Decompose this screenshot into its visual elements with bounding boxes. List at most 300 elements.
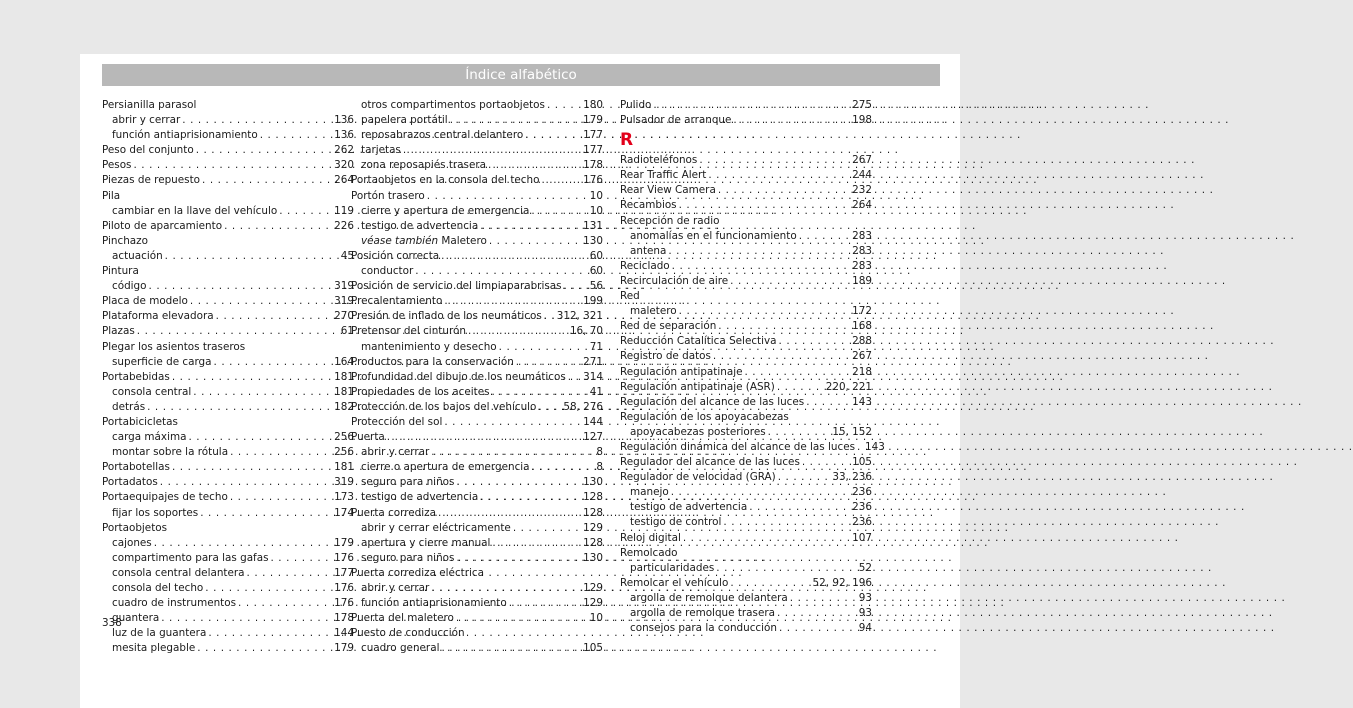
page-reference: 267 [852, 350, 872, 363]
index-subentry [351, 551, 603, 566]
index-entry [620, 531, 872, 546]
index-heading: Red [620, 290, 640, 303]
entry-term: Protección del sol [351, 415, 443, 428]
index-subentry [102, 566, 354, 581]
page-reference: 130 [583, 476, 603, 489]
entry-term: conductor [361, 265, 414, 278]
index-subentry [102, 626, 354, 641]
entry-term: Pretensor del cinturón [351, 325, 466, 338]
page-reference: 60 [589, 265, 603, 278]
dot-leader [564, 279, 588, 294]
entry-term: Productos para la conservación [351, 355, 514, 368]
page-reference: 8 [596, 446, 603, 459]
entry-term: Reciclado [620, 259, 670, 272]
page-reference: 177 [583, 144, 603, 157]
dot-leader [713, 349, 850, 364]
dot-leader [777, 380, 824, 395]
page-reference: 176 [334, 597, 354, 610]
index-entry [351, 415, 603, 430]
index-entry [620, 168, 872, 183]
page-reference: 129 [583, 582, 603, 594]
entry-term: actuación [112, 249, 163, 262]
dot-leader [271, 551, 333, 566]
page-reference: 275 [852, 99, 872, 111]
entry-term: maletero [630, 305, 677, 318]
dot-leader [671, 485, 850, 500]
index-heading: Remolcado [620, 546, 678, 559]
dot-leader [165, 249, 339, 264]
entry-term: Registro de datos [620, 350, 711, 363]
entry-term: Piloto de aparcamiento [102, 219, 223, 232]
page-reference: 8 [596, 461, 603, 474]
index-subentry [351, 581, 603, 596]
index-entry [620, 455, 872, 470]
page-reference: 93 [858, 607, 872, 619]
dot-leader [778, 470, 831, 485]
dot-leader [488, 158, 581, 173]
dot-leader [718, 183, 850, 198]
index-subentry [351, 143, 603, 158]
dot-leader [214, 355, 333, 370]
page-reference: 174 [334, 506, 354, 519]
dot-leader [441, 249, 588, 264]
page-reference: 198 [852, 114, 872, 127]
dot-leader [790, 591, 857, 606]
index-subentry [351, 536, 603, 551]
entry-term: testigo de advertencia [361, 491, 479, 504]
index-entry [620, 259, 872, 274]
index-entry [620, 98, 872, 113]
entry-term [361, 234, 487, 249]
page-reference: 181 [334, 461, 354, 474]
page-reference: 136 [334, 129, 354, 142]
dot-leader [499, 340, 588, 355]
dot-leader [806, 395, 850, 410]
dot-leader [716, 561, 856, 576]
index-subentry [620, 425, 872, 440]
dot-leader [745, 365, 851, 380]
dot-leader [532, 460, 595, 475]
dot-leader [200, 506, 332, 521]
entry-term: abrir y cerrar [361, 446, 430, 459]
page-reference: 129 [583, 521, 603, 534]
dot-leader [718, 319, 850, 334]
index-heading: Puesto de conducción [351, 627, 465, 640]
page-reference: 15, 152 [832, 425, 872, 438]
entry-term-text: Maletero [441, 234, 487, 247]
page-reference: 288 [852, 335, 872, 348]
index-entry [102, 324, 354, 339]
page-reference: 312, 321 [556, 310, 603, 323]
entry-term: consejos para la conducción [630, 622, 777, 635]
dot-leader [708, 168, 850, 183]
index-subentry [102, 204, 354, 219]
index-entry [102, 294, 354, 309]
dot-leader [444, 294, 581, 309]
page-reference: 319 [334, 295, 354, 308]
dot-leader [427, 189, 588, 204]
entry-term: Portón trasero [351, 189, 425, 202]
dot-leader [190, 294, 332, 309]
dot-leader [544, 309, 555, 324]
entry-term: Radioteléfonos [620, 154, 698, 167]
index-entry [620, 395, 872, 410]
index-entry [620, 440, 885, 455]
entry-term: anomalías en el funcionamiento [630, 229, 797, 242]
index-heading: Puerta corrediza eléctrica [351, 566, 484, 579]
index-entry [351, 279, 603, 294]
entry-term: Presión de inflado de los neumáticos [351, 310, 542, 323]
entry-term: función antiaprisionamiento [361, 597, 507, 610]
index-entry [620, 183, 872, 198]
index-entry [620, 113, 872, 128]
index-heading: Pila [102, 189, 121, 202]
entry-term: Reducción Catalítica Selectiva [620, 335, 777, 348]
page-reference: 144 [583, 415, 603, 428]
entry-term: Portabotellas [102, 461, 170, 474]
dot-leader [492, 536, 581, 551]
index-subentry [102, 128, 354, 143]
page-reference: 168 [852, 320, 872, 333]
dot-leader [161, 611, 332, 626]
entry-term: Protección de los bajos del vehículo [351, 400, 537, 413]
index-entry [620, 274, 872, 289]
index-subentry [102, 400, 354, 415]
dot-leader [547, 98, 581, 113]
entry-term: detrás [112, 400, 146, 413]
page-reference: 314 [583, 370, 603, 383]
index-subentry [102, 385, 354, 400]
entry-term: Posición correcta [351, 249, 440, 262]
page-reference: 131 [583, 219, 603, 232]
page-reference: 199 [583, 295, 603, 308]
index-subentry [620, 621, 872, 636]
index-entry [102, 143, 354, 158]
page-reference: 164 [334, 355, 354, 368]
page-reference: 105 [852, 456, 872, 469]
entry-term: fijar los soportes [112, 506, 199, 519]
index-heading: Portaobjetos [102, 521, 168, 534]
entry-term: otros compartimentos portaobjetos [361, 99, 545, 111]
dot-leader [238, 596, 332, 611]
index-subentry [102, 445, 354, 460]
index-entry [351, 611, 603, 626]
dot-leader [196, 143, 332, 158]
page-reference: 52, 92, 196 [812, 576, 872, 589]
entry-term: compartimento para las gafas [112, 551, 269, 564]
dot-leader [679, 304, 851, 319]
index-subentry [620, 606, 872, 621]
index-entry [351, 309, 603, 324]
entry-term: Placa de modelo [102, 295, 188, 308]
index-entry [620, 349, 872, 364]
index-subentry [351, 98, 603, 113]
page-reference: 176 [334, 551, 354, 564]
dot-leader [568, 370, 581, 385]
dot-leader [438, 506, 581, 521]
dot-leader [208, 626, 332, 641]
page-reference: 236 [852, 486, 872, 499]
page-reference: 179 [583, 114, 603, 127]
index-subentry [351, 445, 603, 460]
entry-term: Pulsador de arranque [620, 114, 732, 127]
page-reference: 236 [852, 501, 872, 514]
dot-leader [777, 606, 857, 621]
entry-term: Recambios [620, 199, 677, 212]
page-reference: 267 [852, 154, 872, 167]
entry-term: superficie de carga [112, 355, 212, 368]
dot-leader [147, 400, 332, 415]
index-entry [351, 294, 603, 309]
index-heading: Portabicicletas [102, 415, 178, 428]
index-entry [102, 370, 354, 385]
dot-leader [541, 173, 581, 188]
entry-term: Puerta corrediza [351, 506, 436, 519]
dot-leader [468, 324, 568, 339]
page-reference: 45 [340, 249, 354, 262]
dot-leader [403, 143, 581, 158]
entry-term: abrir y cerrar [361, 582, 430, 594]
dot-leader [133, 158, 332, 173]
index-subentry [351, 204, 603, 219]
entry-term: Pulido [620, 99, 652, 111]
index-subentry [351, 158, 603, 173]
entry-term: Regulación dinámica del alcance de las luces [620, 440, 856, 453]
index-entry [351, 385, 603, 400]
entry-term: montar sobre la rótula [112, 446, 229, 459]
index-entry [351, 249, 603, 264]
dot-leader [531, 204, 587, 219]
entry-term: Remolcar el vehículo [620, 576, 729, 589]
entry-term: Reloj digital [620, 531, 681, 544]
entry-term: seguro para niños [361, 476, 455, 489]
index-subentry [102, 113, 354, 128]
entry-term: mesita plegable [112, 642, 196, 655]
entry-term: Recirculación de aire [620, 274, 729, 287]
dot-leader [160, 475, 332, 490]
entry-term: tarjetas [361, 144, 401, 157]
dot-leader [431, 581, 581, 596]
page-reference: 61 [340, 325, 354, 338]
entry-term: Rear View Camera [620, 184, 716, 197]
index-subentry [351, 596, 603, 611]
page-reference: 218 [852, 365, 872, 378]
index-subentry [102, 249, 354, 264]
dot-leader [182, 113, 332, 128]
entry-term: código [112, 280, 147, 293]
page-reference: 128 [583, 536, 603, 549]
entry-term: cuadro de instrumentos [112, 597, 237, 610]
entry-term: zona reposapiés trasera [361, 159, 486, 172]
page-reference: 180 [583, 99, 603, 111]
entry-term: argolla de remolque delantera [630, 591, 788, 604]
index-subentry [351, 641, 603, 656]
index-subentry [620, 229, 872, 244]
dot-leader [431, 445, 594, 460]
index-column-1 [102, 98, 354, 656]
index-subentry [620, 244, 872, 259]
entry-term: testigo de advertencia [630, 501, 748, 514]
dot-leader [730, 576, 810, 591]
index-subentry [102, 506, 354, 521]
entry-term: Propiedades de los aceites [351, 385, 490, 398]
page-reference: 220, 221 [825, 380, 872, 393]
page-reference: 130 [583, 234, 603, 247]
page-reference: 178 [334, 612, 354, 625]
page-number: 338 [102, 617, 122, 629]
dot-leader [230, 490, 332, 505]
page-reference: 178 [583, 159, 603, 172]
page-reference: 176 [583, 174, 603, 187]
page-reference: 177 [334, 566, 354, 579]
entry-term: testigo de control [630, 516, 722, 529]
index-entry [102, 309, 354, 324]
index-subentry [102, 430, 354, 445]
page-reference: 264 [334, 174, 354, 187]
page-reference: 56 [589, 280, 603, 293]
page-reference: 33, 236 [832, 471, 872, 484]
dot-leader [653, 98, 850, 113]
dot-leader [538, 400, 561, 415]
page-reference: 107 [852, 531, 872, 544]
entry-term: abrir y cerrar [112, 114, 181, 127]
index-subentry [620, 591, 872, 606]
dot-leader [799, 229, 850, 244]
dot-leader [723, 515, 850, 530]
page-reference: 105 [583, 642, 603, 655]
index-subentry [620, 515, 872, 530]
dot-leader [683, 531, 850, 546]
index-subentry [102, 279, 354, 294]
page-reference: 129 [583, 597, 603, 610]
dot-leader [456, 611, 588, 626]
dot-leader [489, 234, 581, 249]
page-reference: 262 [334, 144, 354, 157]
dot-leader [149, 279, 333, 294]
page-reference: 41 [589, 385, 603, 398]
page-reference: 172 [852, 305, 872, 318]
entry-term: cuadro general [361, 642, 440, 655]
page-header: Índice alfabético [102, 64, 940, 86]
page-reference: 93 [858, 591, 872, 604]
index-column-3 [620, 98, 885, 636]
index-entry [351, 324, 603, 339]
page-reference: 16, 70 [569, 325, 603, 338]
page-reference: 10 [589, 204, 603, 217]
index-entry [102, 219, 354, 234]
entry-term: testigo de advertencia [361, 219, 479, 232]
page-reference: 143 [865, 440, 885, 453]
page-reference: 60 [589, 249, 603, 262]
page-reference: 182 [334, 400, 354, 413]
index-entry [102, 475, 354, 490]
page-reference: 236 [852, 516, 872, 529]
index-heading: Pintura [102, 265, 139, 278]
entry-term: Portabebidas [102, 370, 170, 383]
index-subentry [102, 581, 354, 596]
page-reference: 189 [852, 274, 872, 287]
dot-leader [387, 430, 581, 445]
index-subentry [351, 490, 603, 505]
section-letter: R [620, 130, 634, 151]
page-reference: 119 [334, 204, 354, 217]
index-entry [102, 173, 354, 188]
entry-term: apoyacabezas posteriores [630, 425, 766, 438]
dot-leader [172, 370, 332, 385]
dot-leader [202, 173, 332, 188]
index-column-2 [351, 98, 603, 656]
index-subentry [351, 234, 603, 249]
dot-leader [480, 219, 581, 234]
entry-term: abrir y cerrar eléctricamente [361, 521, 511, 534]
index-subentry [102, 536, 354, 551]
index-entry [620, 198, 872, 213]
cross-reference: véase también [361, 234, 439, 247]
dot-leader [802, 455, 850, 470]
index-subentry [102, 596, 354, 611]
entry-term: cambiar en la llave del vehículo [112, 204, 278, 217]
dot-leader [279, 204, 332, 219]
page-reference: 264 [852, 199, 872, 212]
dot-leader [668, 244, 850, 259]
dot-leader [480, 490, 581, 505]
entry-term: particularidades [630, 561, 715, 574]
page-reference: 177 [583, 129, 603, 142]
page-reference: 71 [589, 340, 603, 353]
dot-leader [733, 113, 850, 128]
index-subentry [351, 475, 603, 490]
dot-leader [779, 334, 851, 349]
entry-term: Precalentamiento [351, 295, 443, 308]
entry-term: Posición de servicio del limpiaparabrisas [351, 280, 562, 293]
dot-leader [188, 430, 332, 445]
entry-term: guantera [112, 612, 160, 625]
dot-leader [679, 198, 851, 213]
entry-term: argolla de remolque trasera [630, 607, 775, 619]
index-subentry [351, 264, 603, 279]
index-entry [620, 319, 872, 334]
entry-term: Puerta [351, 431, 385, 444]
page-reference: 256 [334, 446, 354, 459]
page-reference: 128 [583, 491, 603, 504]
entry-term: seguro para niños [361, 551, 455, 564]
entry-term: Profundidad del dibujo de los neumáticos [351, 370, 566, 383]
index-entry [351, 355, 603, 370]
entry-term: Peso del conjunto [102, 144, 194, 157]
index-entry [620, 334, 872, 349]
dot-leader [230, 445, 332, 460]
dot-leader [749, 500, 850, 515]
index-subentry [351, 128, 603, 143]
page-reference: 130 [583, 551, 603, 564]
page-reference: 181 [334, 370, 354, 383]
index-heading: Recepción de radio [620, 214, 720, 227]
entry-term: Portaequipajes de techo [102, 491, 228, 504]
index-entry [102, 460, 354, 475]
entry-term: cierre y apertura de emergencia [361, 204, 530, 217]
entry-term: Plataforma elevadora [102, 310, 214, 323]
page-reference: 283 [852, 259, 872, 272]
page-reference: 179 [334, 642, 354, 655]
index-entry [620, 576, 872, 591]
index-entry [620, 153, 872, 168]
entry-term: Portaobjetos en la consola del techo [351, 174, 540, 187]
page-reference: 271 [583, 355, 603, 368]
index-entry [620, 380, 872, 395]
dot-leader [441, 641, 581, 656]
dot-leader [216, 309, 333, 324]
page-reference: 94 [858, 622, 872, 635]
